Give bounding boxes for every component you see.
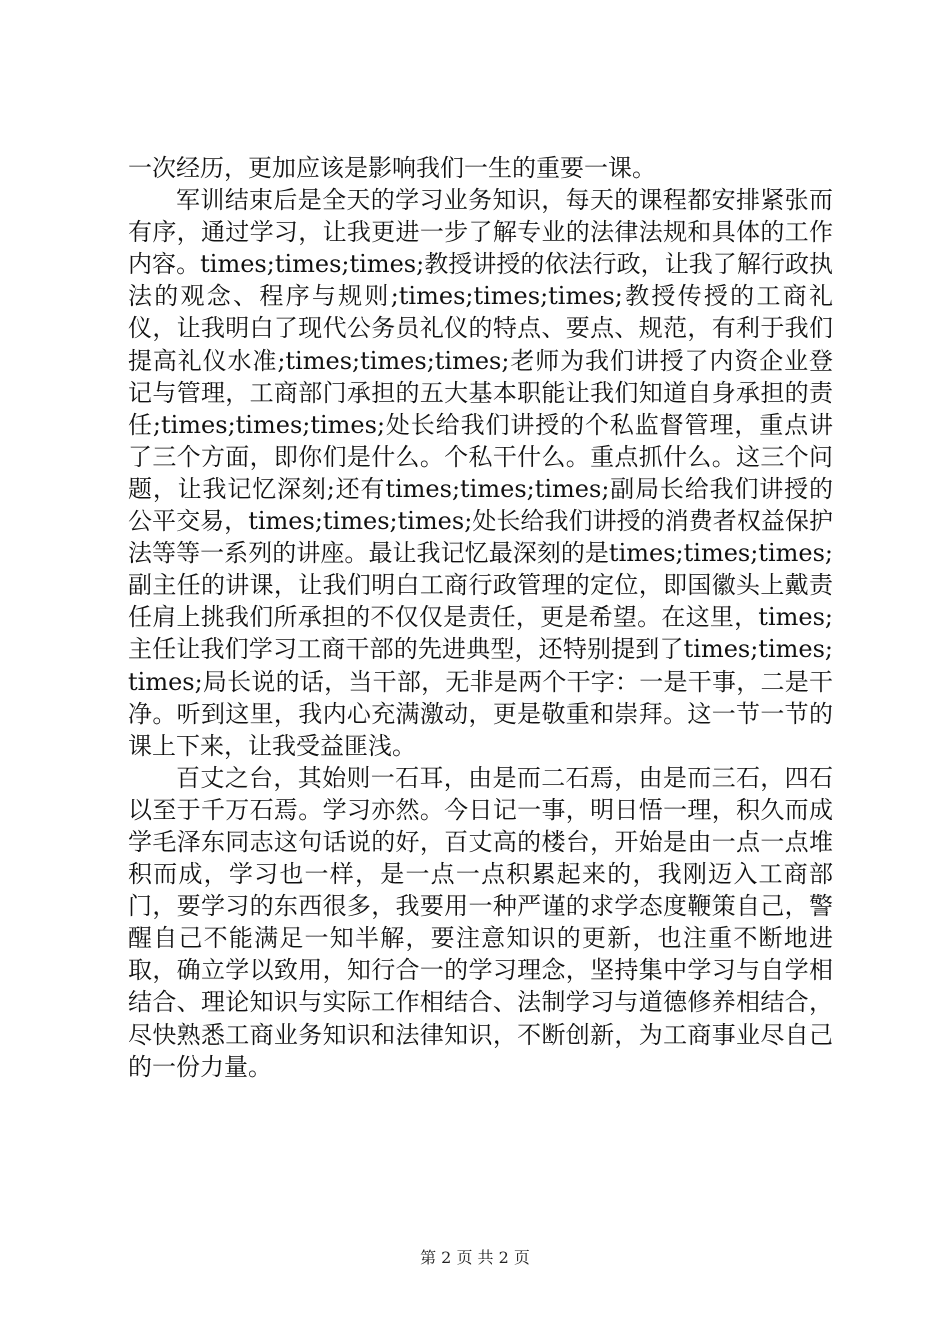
body-text <box>128 152 833 1083</box>
paragraph-training-courses: 军训结束后是全天的学习业务知识，每天的课程都安排紧张而有序，通过学习，让我更进一步了解专业的法律法规和具体的工作内容。times;times;times;教授讲授的依法行政，让我了解行政执法的观念、程序与规则;times;times;times;教授传授的工商礼仪，让我明白了现代公务员礼仪的特点、要点、规范，有利于我们提高礼仪水准;times;times;times;老师为我们讲授了内资企业登记与管理，工商部门承担的五大基本职能让我们知道自身承担的责任;times;times;times;处长给我们讲授的个私监督管理，重点讲了三个方面，即你们是什么。个私干什么。重点抓什么。这三个问题，让我记忆深刻;还有times;times;times;副局长给我们讲授的公平交易，times;times;times;处长给我们讲授的消费者权益保护法等等一系列的讲座。最让我记忆最深刻的是times;times;times;副主任的讲课，让我们明白工商行政管理的定位，即国徽头上戴责任肩上挑我们所承担的不仅仅是责任，更是希望。在这里，times;主任让我们学习工商干部的先进典型，还特别提到了times;times;times;局长说的话，当干部，无非是两个干字：一是干事，二是干净。听到这里，我内心充满激动，更是敬重和崇拜。这一节一节的课上下来，让我受益匪浅。 <box>128 186 833 760</box>
paragraph-continuation: 一次经历，更加应该是影响我们一生的重要一课。 <box>128 154 656 182</box>
page-number-footer: 第 2 页 共 2 页 <box>420 1248 530 1267</box>
paragraph-learning-attitude: 百丈之台，其始则一石耳，由是而二石焉，由是而三石，四石以至于千万石焉。学习亦然。今日记一事，明日悟一理，积久而成学毛泽东同志这句话说的好，百丈高的楼台，开始是由一点一点堆积而成，学习也一样，是一点一点积累起来的，我刚迈入工商部门，要学习的东西很多，我要用一种严谨的求学态度鞭策自己，警醒自己不能满足一知半解，要注意知识的更新，也注重不断地进取，确立学以致用，知行合一的学习理念，坚持集中学习与自学相结合、理论知识与实际工作相结合、法制学习与道德修养相结合，尽快熟悉工商业务知识和法律知识，不断创新，为工商事业尽自己的一份力量。 <box>128 763 833 1081</box>
